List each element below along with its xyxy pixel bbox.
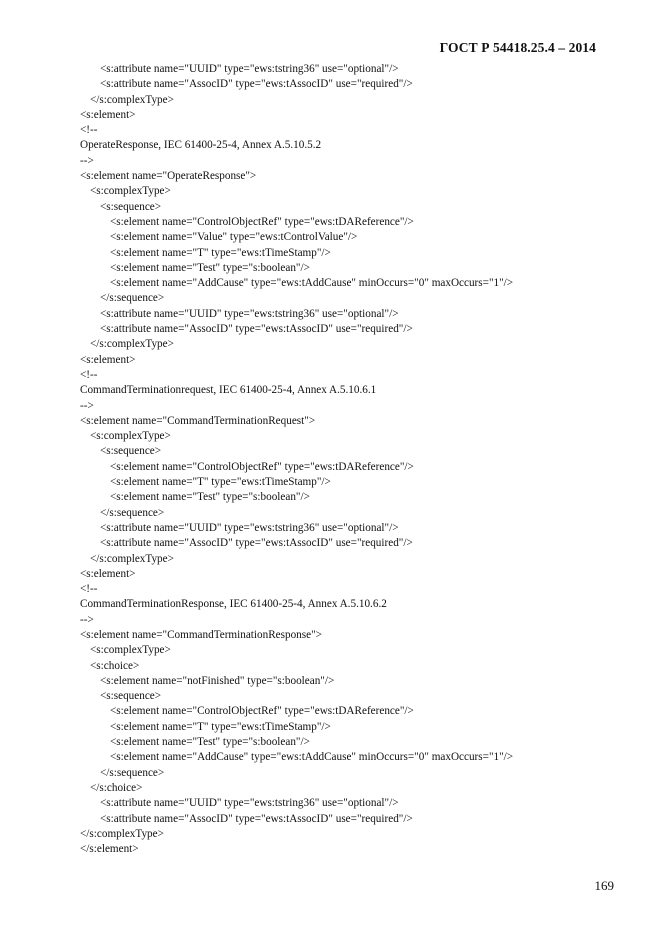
code-line: <s:attribute name="AssocID" type="ews:tAssocID" use="required"/> bbox=[100, 537, 413, 550]
code-line: --> bbox=[80, 154, 94, 167]
code-line: <s:attribute name="UUID" type="ews:tstring36" use="optional"/> bbox=[100, 797, 399, 810]
code-line: CommandTerminationResponse, IEC 61400-25-4, Annex A.5.10.6.2 bbox=[80, 598, 387, 611]
page-number: 169 bbox=[594, 878, 614, 893]
code-line: <s:element name="T" type="ews:tTimeStamp"/> bbox=[110, 720, 331, 733]
code-line: </s:sequence> bbox=[100, 506, 165, 519]
code-line: <!-- bbox=[80, 368, 98, 381]
code-line: <!-- bbox=[80, 124, 98, 137]
code-line: <s:complexType> bbox=[90, 430, 171, 443]
code-line: <s:sequence> bbox=[100, 200, 162, 213]
code-line: <s:element> bbox=[80, 353, 136, 366]
code-line: <s:element name="Value" type="ews:tControlValue"/> bbox=[110, 231, 358, 244]
code-line: <s:element name="CommandTerminationResponse"> bbox=[80, 628, 322, 641]
code-line: <s:sequence> bbox=[100, 445, 162, 458]
code-line: <s:element name="AddCause" type="ews:tAddCause" minOccurs="0" maxOccurs="1"/> bbox=[110, 277, 514, 290]
code-line: </s:sequence> bbox=[100, 292, 165, 305]
code-line: </s:choice> bbox=[90, 781, 143, 794]
code-line: <s:attribute name="AssocID" type="ews:tAssocID" use="required"/> bbox=[100, 78, 413, 91]
code-line: <s:attribute name="UUID" type="ews:tstring36" use="optional"/> bbox=[100, 521, 399, 534]
code-line: </s:complexType> bbox=[80, 827, 164, 840]
code-line: --> bbox=[80, 399, 94, 412]
code-line: <s:element name="ControlObjectRef" type="ews:tDAReference"/> bbox=[110, 215, 414, 228]
code-line: <s:element name="AddCause" type="ews:tAddCause" minOccurs="0" maxOccurs="1"/> bbox=[110, 751, 514, 764]
code-line: <s:complexType> bbox=[90, 185, 171, 198]
code-line: </s:complexType> bbox=[90, 338, 174, 351]
code-line: <s:attribute name="AssocID" type="ews:tAssocID" use="required"/> bbox=[100, 812, 413, 825]
xml-code-listing bbox=[80, 62, 620, 857]
code-line: <s:element name="Test" type="s:boolean"/> bbox=[110, 491, 310, 504]
code-line: <s:element name="OperateResponse"> bbox=[80, 170, 257, 183]
code-line: <s:element name="Test" type="s:boolean"/> bbox=[110, 261, 310, 274]
code-line: <s:element name="CommandTerminationRequest"> bbox=[80, 414, 316, 427]
code-line: <s:element name="Test" type="s:boolean"/> bbox=[110, 736, 310, 749]
code-line: <s:attribute name="UUID" type="ews:tstring36" use="optional"/> bbox=[100, 63, 399, 75]
code-line: OperateResponse, IEC 61400-25-4, Annex A.5.10.5.2 bbox=[80, 139, 322, 152]
code-line: <s:element name="T" type="ews:tTimeStamp"/> bbox=[110, 476, 331, 489]
code-line: </s:element> bbox=[80, 843, 139, 856]
code-line: <s:element name="T" type="ews:tTimeStamp"/> bbox=[110, 246, 331, 259]
code-line: <s:element> bbox=[80, 567, 136, 580]
code-line: </s:sequence> bbox=[100, 766, 165, 779]
code-line: </s:complexType> bbox=[90, 552, 174, 565]
code-line: --> bbox=[80, 613, 94, 626]
code-line: CommandTerminationrequest, IEC 61400-25-4, Annex A.5.10.6.1 bbox=[80, 384, 377, 397]
code-line: <s:complexType> bbox=[90, 644, 171, 657]
code-line: <s:element> bbox=[80, 108, 136, 121]
document-header: ГОСТ Р 54418.25.4 – 2014 bbox=[439, 40, 596, 55]
code-line: <!-- bbox=[80, 583, 98, 596]
code-line: <s:attribute name="UUID" type="ews:tstring36" use="optional"/> bbox=[100, 307, 399, 320]
code-line: <s:element name="ControlObjectRef" type="ews:tDAReference"/> bbox=[110, 705, 414, 718]
code-line: <s:element name="notFinished" type="s:boolean"/> bbox=[100, 674, 335, 687]
code-line: </s:complexType> bbox=[90, 93, 174, 106]
code-line: <s:element name="ControlObjectRef" type="ews:tDAReference"/> bbox=[110, 460, 414, 473]
code-line: <s:choice> bbox=[90, 659, 140, 672]
code-line: <s:attribute name="AssocID" type="ews:tAssocID" use="required"/> bbox=[100, 323, 413, 336]
code-line: <s:sequence> bbox=[100, 690, 162, 703]
